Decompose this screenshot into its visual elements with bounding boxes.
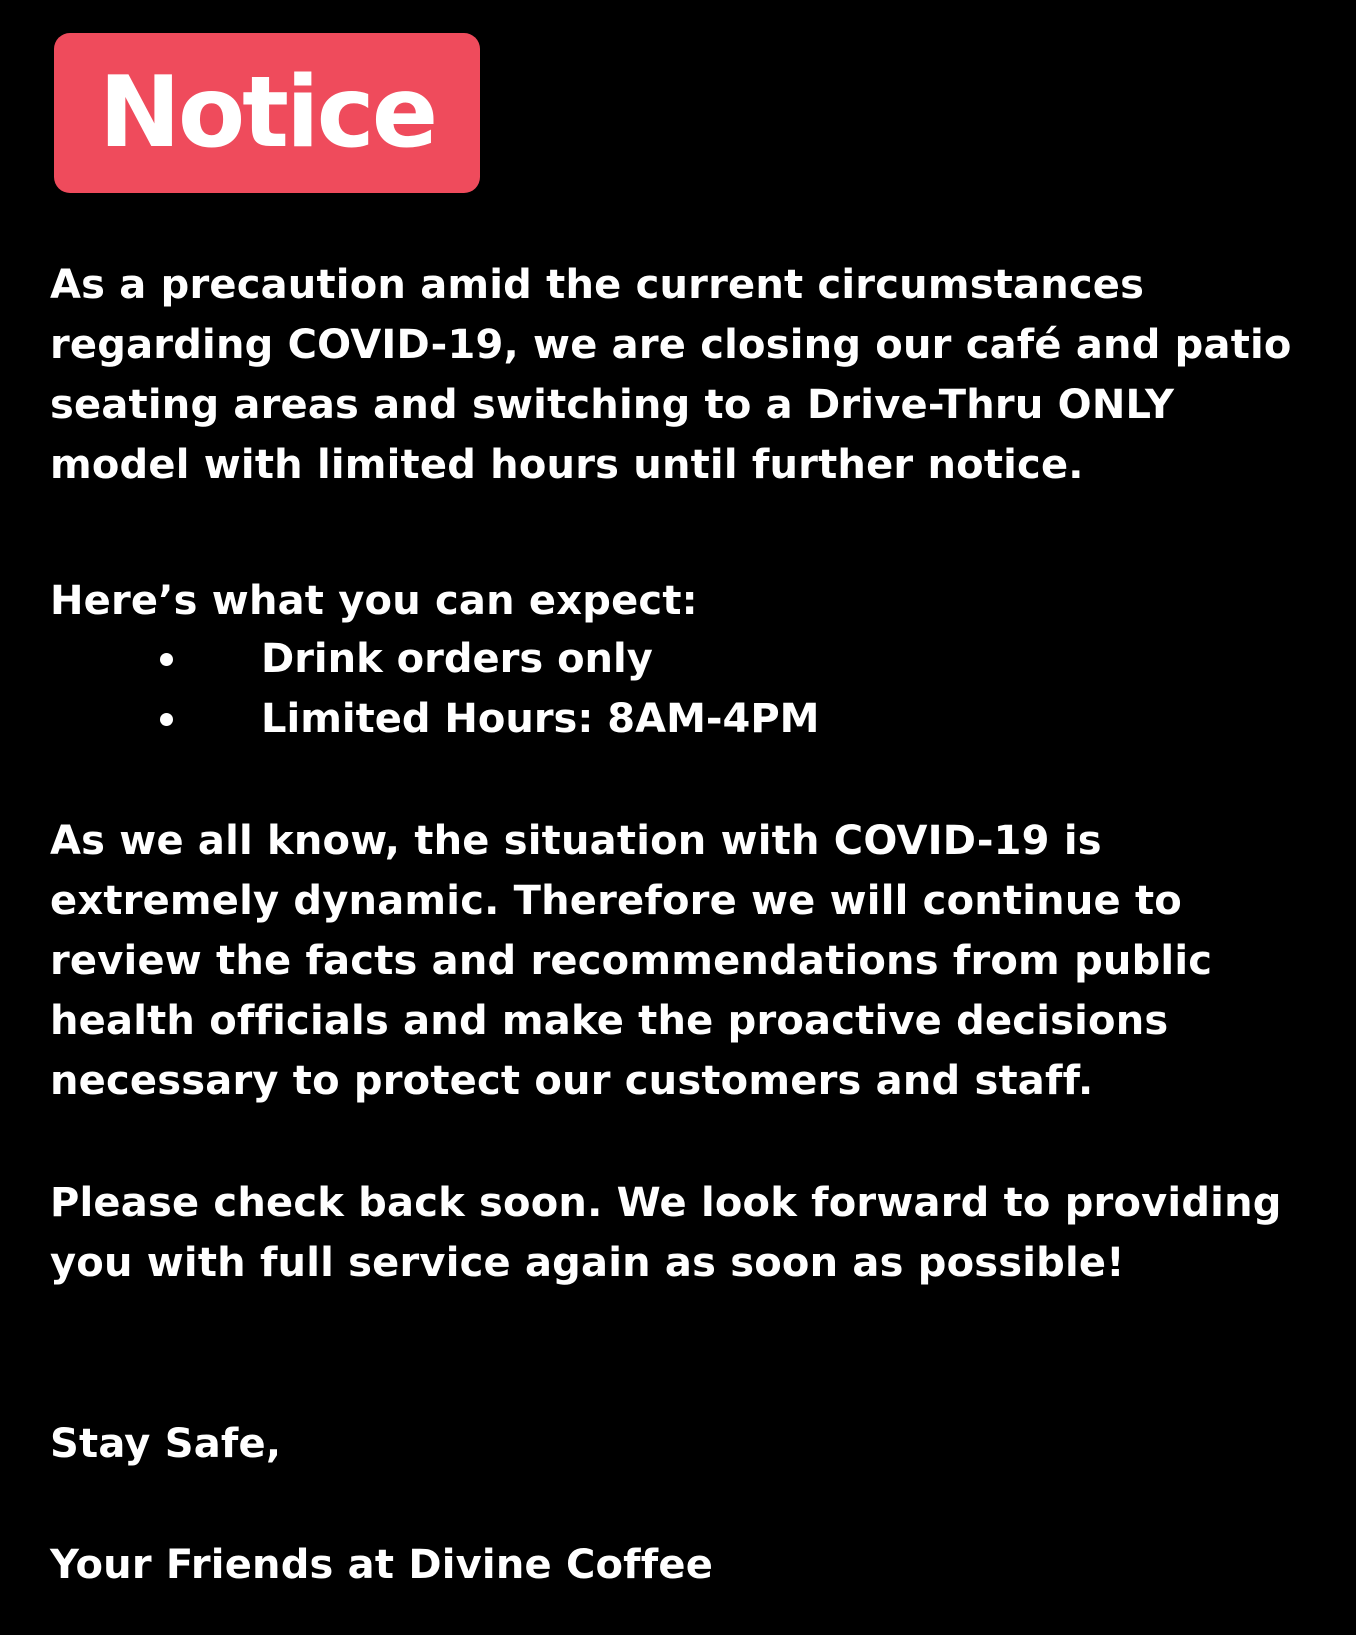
situation-line: review the facts and recommendations from public <box>50 938 1213 984</box>
list-item <box>50 689 819 749</box>
situation-paragraph <box>50 811 1212 1111</box>
intro-line: seating areas and switching to a Drive-Thru ONLY <box>50 382 1175 428</box>
situation-line: extremely dynamic. Therefore we will continue to <box>50 878 1182 924</box>
intro-line: As a precaution amid the current circumstances <box>50 262 1145 308</box>
intro-paragraph <box>50 255 1292 495</box>
list-item <box>50 629 819 689</box>
closing-line: you with full service again as soon as possible! <box>50 1240 1125 1286</box>
closing-line: Please check back soon. We look forward to providing <box>50 1180 1282 1226</box>
situation-line: As we all know, the situation with COVID-19 is <box>50 818 1102 864</box>
intro-line: model with limited hours until further notice. <box>50 442 1084 488</box>
situation-line: necessary to protect our customers and staff. <box>50 1058 1094 1104</box>
expect-list <box>50 629 819 749</box>
intro-line: regarding COVID-19, we are closing our café and patio <box>50 322 1292 368</box>
situation-line: health officials and make the proactive decisions <box>50 998 1169 1044</box>
expect-heading: Here’s what you can expect: <box>50 578 698 624</box>
signoff-greeting: Stay Safe, <box>50 1421 282 1467</box>
list-item-text: Drink orders only <box>261 636 653 682</box>
closing-paragraph <box>50 1173 1282 1293</box>
bullet-icon <box>160 713 173 726</box>
bullet-icon <box>160 653 173 666</box>
signoff-signature: Your Friends at Divine Coffee <box>50 1542 714 1588</box>
list-item-text: Limited Hours: 8AM-4PM <box>261 696 820 742</box>
notice-badge <box>54 33 480 193</box>
notice-badge-label: Notice <box>98 56 436 170</box>
